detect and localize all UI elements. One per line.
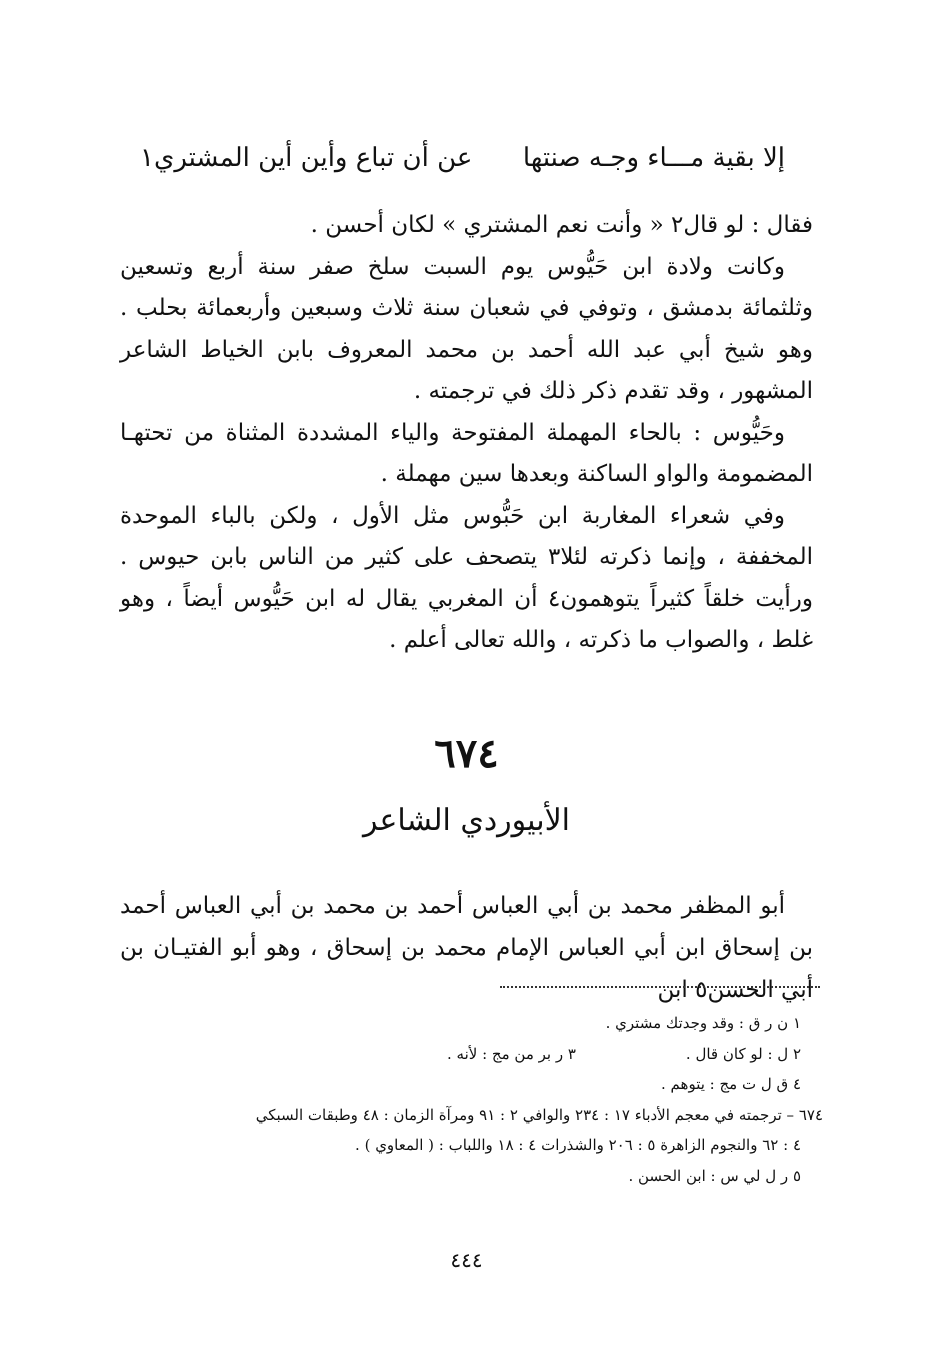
footnote-separator — [500, 986, 820, 988]
second-hemistich: عن أن تباع وأين أين المشتري١ — [140, 143, 473, 173]
footnotes — [110, 1008, 823, 1191]
entry-biography — [120, 885, 813, 1011]
first-hemistich: إلا بقية مـــاء وجـه صنتها — [522, 143, 785, 173]
main-text — [120, 205, 813, 662]
entry-number: ٦٧٤ — [434, 730, 499, 777]
poetry-verse — [140, 138, 785, 178]
footnote: ٤ : ٦٢ والنجوم الزاهرة ٥ : ٢٠٦ والشذرات ٤ : ١٨ واللباب : ( المعاوي ) . — [355, 1136, 801, 1154]
footnote: ٣ ر بر من مج : لأنه . — [447, 1044, 576, 1063]
footnote: ٦٧٤ – ترجمته في معجم الأدباء ١٧ : ٢٣٤ والوافي ٢ : ٩١ ومرآة الزمان : ٤٨ وطبقات السبكي — [255, 1105, 823, 1124]
paragraph: أبو المظفر محمد بن أبي العباس أحمد بن محمد بن أبي العباس أحمد بن إسحاق ابن أبي العباس الإمام محمد بن إسحاق ، وهو أبو الفتيـان بن أبي الحسن٥ ابن — [120, 893, 813, 1003]
footnote: ١ ن ر ق : وقد وجدتك مشتري . — [605, 1014, 801, 1032]
paragraph: وحَيُّوس : بالحاء المهملة المفتوحة والياء المشددة المثناة من تحتهـا المضمومة والواو الساكنة وبعدها سين مهملة . — [120, 419, 813, 487]
footnote: ٢ ل : لو كان قال . — [685, 1044, 801, 1063]
footnote: ٥ ر ل لي س : ابن الحسن . — [628, 1166, 801, 1185]
footnote: ٤ ق ل ت مج : يتوهم . — [661, 1075, 801, 1093]
entry-title: الأبيوردي الشاعر — [362, 803, 571, 838]
footnote-row — [110, 1039, 823, 1070]
page-number: ٤٤٤ — [450, 1248, 483, 1272]
paragraph: وفي شعراء المغاربة ابن حَبُّوس مثل الأول ، ولكن بالباء الموحدة المخففة ، وإنما ذكرته لئلا٣ يتصحف على كثير من الناس بابن حيوس . ورأيت خلقاً كثيراً يتوهمون٤ أن المغربي يقال له ابن حَيُّوس أيضاً ، وهو غلط ، والصواب ما ذكرته ، والله تعالى أعلم . — [120, 502, 813, 653]
paragraph: فقال : لو قال٢ « وأنت نعم المشتري » لكان أحسن . — [310, 212, 813, 238]
paragraph: وكانت ولادة ابن حَيُّوس يوم السبت سلخ صفر سنة أربع وتسعين وثلثمائة بدمشق ، وتوفي في شعبان سنة ثلاث وسبعين وأربعمائة بحلب . وهو شيخ أبي عبد الله أحمد بن محمد المعروف بابن الخياط الشاعر المشهور ، وقد تقدم ذكر ذلك في ترجمته . — [120, 253, 813, 404]
